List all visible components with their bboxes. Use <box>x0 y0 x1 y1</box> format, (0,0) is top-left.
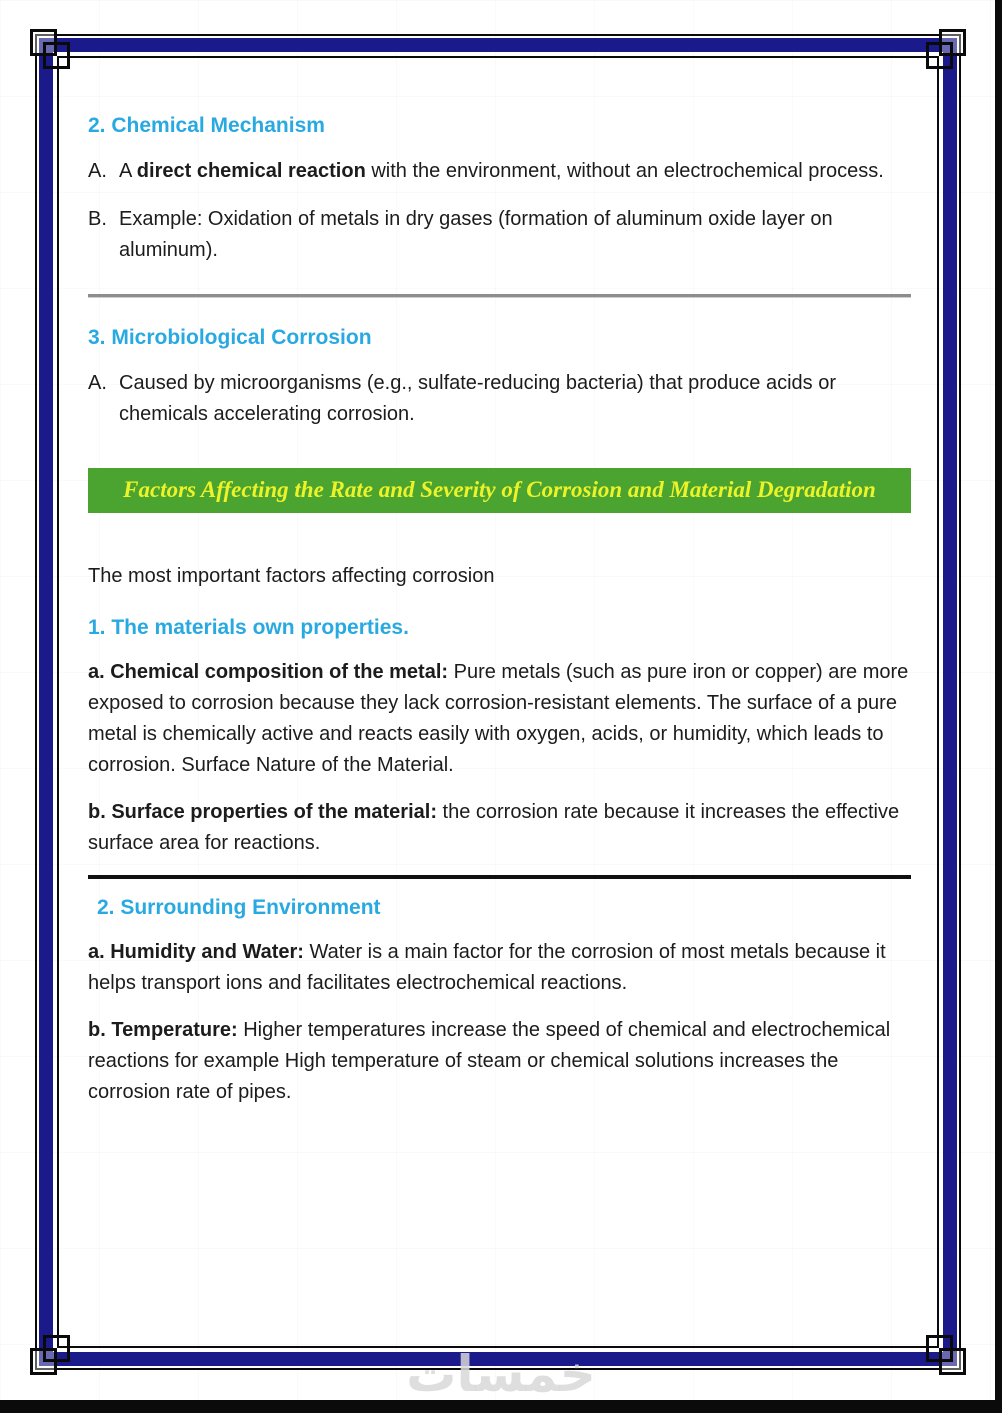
paragraph-chemical-composition <box>88 657 911 781</box>
corner-square-icon <box>926 42 953 69</box>
corner-square-icon <box>43 1335 70 1362</box>
item-text-pre: Example: Oxidation of metals in dry gases (formation of aluminum oxide layer on aluminum). <box>119 208 833 261</box>
paragraph-lead-bold: b. Surface properties of the material: <box>88 801 437 823</box>
section-divider-gray <box>88 294 911 298</box>
paragraph-body: Pure metals (such as pure iron or copper) are more exposed to corrosion because they lack corrosion-resistant elements. The surface of a pure metal is chemically active and reacts easily with oxygen, acids, or humidity, which leads to corrosion. Surface Nature of the Material. <box>88 661 909 776</box>
watermark: خمسات <box>406 1345 596 1403</box>
factors-intro: The most important factors affecting corrosion <box>88 565 495 587</box>
item-text-pre: Caused by microorganisms (e.g., sulfate-reducing bacteria) that produce acids or chemicals accelerating corrosion. <box>119 372 837 425</box>
frame-corner-bottom-right <box>920 1329 966 1375</box>
paragraph-lead-bold: b. Temperature: <box>88 1019 238 1041</box>
item-text-pre: A <box>119 160 137 182</box>
paragraph-lead-bold: a. Chemical composition of the metal: <box>88 661 449 683</box>
factor-heading-surrounding-environment: 2. Surrounding Environment <box>97 896 381 919</box>
factors-banner <box>88 468 911 513</box>
corner-square-icon <box>43 42 70 69</box>
frame-corner-top-right <box>920 29 966 75</box>
paragraph-body: Water is a main factor for the corrosion of most metals because it helps transport ions and facilitates electrochemical reactions. <box>88 941 886 994</box>
section-heading-chemical-mechanism: 2. Chemical Mechanism <box>88 114 325 137</box>
paragraph-body: the corrosion rate because it increases the effective surface area for reactions. <box>88 801 900 854</box>
paragraph-body: Higher temperatures increase the speed of chemical and electrochemical reactions for example High temperature of steam or chemical solutions increases the corrosion rate of pipes. <box>88 1019 891 1103</box>
frame-corner-top-left <box>30 29 76 75</box>
factors-banner-title: Factors Affecting the Rate and Severity of Corrosion and Material Degradation <box>123 477 876 502</box>
item-text-post: with the environment, without an electrochemical process. <box>365 160 884 182</box>
document-content <box>88 112 911 1108</box>
corner-square-icon <box>926 1335 953 1362</box>
section-divider-black <box>88 875 911 879</box>
page-edge-right <box>995 0 1002 1413</box>
item-marker: B. <box>88 208 107 230</box>
paragraph-temperature <box>88 1015 911 1108</box>
factor-heading-material-properties: 1. The materials own properties. <box>88 616 409 639</box>
list-item <box>88 368 911 430</box>
section-heading-microbiological-corrosion: 3. Microbiological Corrosion <box>88 326 372 349</box>
paragraph-surface-properties <box>88 797 911 859</box>
item-text <box>119 368 911 430</box>
paragraph-lead-bold: a. Humidity and Water: <box>88 941 304 963</box>
list-item <box>88 204 911 266</box>
item-marker: A. <box>88 372 107 394</box>
item-text <box>119 156 911 187</box>
item-marker: A. <box>88 160 107 182</box>
paragraph-humidity-water <box>88 937 911 999</box>
list-item <box>88 156 911 187</box>
item-text-bold: direct chemical reaction <box>136 160 366 182</box>
item-text <box>119 204 911 266</box>
frame-corner-bottom-left <box>30 1329 76 1375</box>
